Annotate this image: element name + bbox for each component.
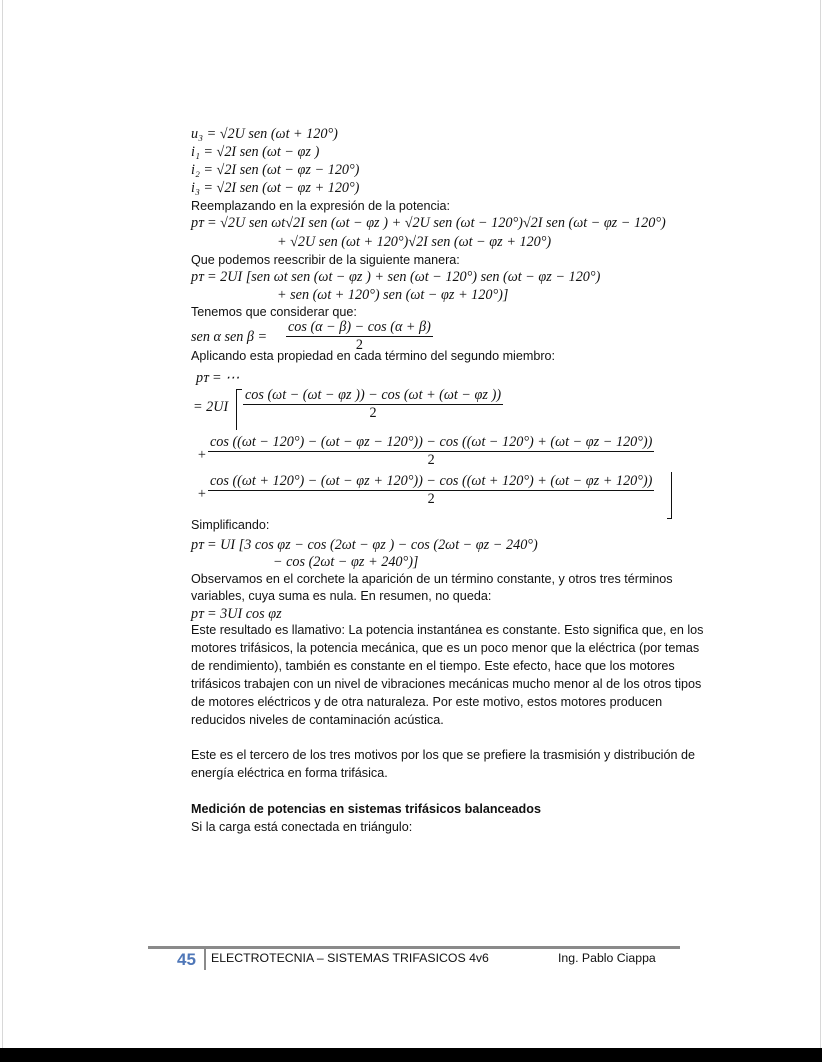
- equation-i1: i₁ = √2I sen (ωt − φᴢ ): [191, 144, 320, 160]
- footer-author: Ing. Pablo Ciappa: [558, 951, 656, 965]
- fraction-denominator: 2: [427, 491, 435, 507]
- right-bracket: [667, 472, 672, 519]
- equation-pt-4b: − cos (2ωt − φᴢ + 240°)]: [273, 554, 419, 570]
- fraction-denominator: 2: [369, 405, 377, 421]
- footer-separator: [204, 948, 206, 970]
- fraction-term-1: [243, 386, 503, 421]
- equation-i3: i₃ = √2I sen (ωt − φᴢ + 120°): [191, 180, 360, 196]
- equation-pt-1a: pᴛ = √2U sen ωt√2I sen (ωt − φᴢ ) + √2U sen (ωt − 120°)√2I sen (ωt − φᴢ − 120°): [191, 215, 666, 231]
- page-number: 45: [177, 950, 196, 969]
- page-border: [2, 0, 821, 1048]
- fraction-term-2: [208, 433, 654, 468]
- section-heading: Medición de potencias en sistemas trifásicos balanceados: [191, 802, 541, 816]
- text-line: Aplicando esta propiedad en cada término del segundo miembro:: [191, 349, 556, 363]
- text-line: variables, cuya suma es nula. En resumen, no queda:: [191, 589, 492, 603]
- fraction-term-3: [208, 472, 654, 507]
- left-bracket: [236, 389, 242, 430]
- paragraph-line: trifásicos trabajen con un nivel de vibraciones mecánicas mucho menor al de los otros tipos: [191, 677, 702, 691]
- equation-pt-2a: pᴛ = 2UI [sen ωt sen (ωt − φᴢ ) + sen (ωt − 120°) sen (ωt − φᴢ − 120°): [191, 269, 601, 285]
- fraction-denominator: 2: [427, 452, 435, 468]
- paragraph-line: de motores eléctricos y de otra naturaleza. Por este motivo, estos motores producen: [191, 695, 663, 709]
- text-line: Observamos en el corchete la aparición de un término constante, y otros tres términos: [191, 572, 673, 586]
- equation-pt-3-prefix: = 2UI: [193, 399, 229, 415]
- fraction-denominator: 2: [355, 337, 363, 353]
- text-line: Simplificando:: [191, 518, 270, 532]
- fraction-numerator: cos ((ωt + 120°) − (ωt − φᴢ + 120°)) − cos ((ωt + 120°) + (ωt − φᴢ + 120°)): [210, 473, 653, 489]
- identity-lhs: sen α sen β =: [191, 329, 268, 345]
- footer-divider: [148, 946, 680, 949]
- paragraph-line: motores trifásicos, la potencia mecánica, que es un poco menor que la eléctrica (por temas: [191, 641, 700, 655]
- paragraph-line: reducidos niveles de contaminación acústica.: [191, 713, 444, 727]
- footer-title: ELECTROTECNIA – SISTEMAS TRIFASICOS 4v6: [211, 951, 489, 965]
- equation-pt-3-head: pᴛ = ⋯: [196, 370, 240, 386]
- paragraph-line: Este resultado es llamativo: La potencia instantánea es constante. Esto significa que, en los: [191, 623, 704, 637]
- fraction-numerator: cos ((ωt − 120°) − (ωt − φᴢ − 120°)) − cos ((ωt − 120°) + (ωt − φᴢ − 120°)): [210, 434, 653, 450]
- paragraph-line: de rendimiento), también es constante en el tiempo. Este efecto, hace que los motores: [191, 659, 675, 673]
- equation-pt-5: pᴛ = 3UI cos φᴢ: [191, 606, 282, 622]
- equation-u3: u₃ = √2U sen (ωt + 120°): [191, 126, 338, 142]
- equation-pt-4a: pᴛ = UI [3 cos φᴢ − cos (2ωt − φᴢ ) − cos (2ωt − φᴢ − 240°): [191, 537, 538, 553]
- fraction-numerator: cos (α − β) − cos (α + β): [288, 319, 431, 335]
- equation-pt-2b: + sen (ωt + 120°) sen (ωt − φᴢ + 120°)]: [277, 287, 509, 303]
- plus-sign: +: [197, 486, 207, 502]
- fraction-numerator: cos (ωt − (ωt − φᴢ )) − cos (ωt + (ωt − φᴢ )): [245, 387, 502, 403]
- equation-pt-1b: + √2U sen (ωt + 120°)√2I sen (ωt − φᴢ + 120°): [277, 234, 552, 250]
- equation-i2: i₂ = √2I sen (ωt − φᴢ − 120°): [191, 162, 360, 178]
- paragraph-line: energía eléctrica en forma trifásica.: [191, 766, 388, 780]
- bottom-black-band: [0, 1048, 822, 1062]
- text-line: Reemplazando en la expresión de la potencia:: [191, 199, 451, 213]
- text-line: Si la carga está conectada en triángulo:: [191, 820, 413, 834]
- text-line: Tenemos que considerar que:: [191, 305, 357, 319]
- paragraph-line: Este es el tercero de los tres motivos por los que se prefiere la trasmisión y distribución de: [191, 748, 695, 762]
- text-line: Que podemos reescribir de la siguiente manera:: [191, 253, 460, 267]
- plus-sign: +: [197, 447, 207, 463]
